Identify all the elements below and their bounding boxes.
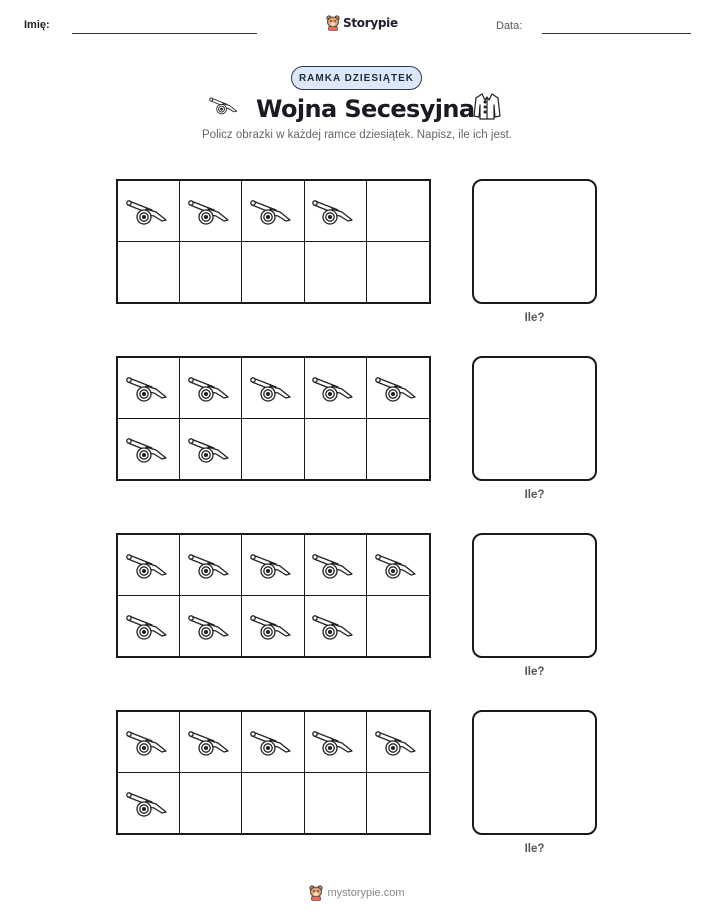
- ten-frame-cell: [180, 358, 242, 419]
- ten-frame-cell: [118, 596, 180, 657]
- ten-frame-cell: [367, 712, 429, 773]
- answer-label: Ile?: [524, 666, 545, 678]
- cannon-icon: [126, 195, 172, 227]
- cannon-icon: [312, 726, 358, 758]
- ten-frame-cell: [305, 535, 367, 596]
- worksheet-type-badge: RAMKA DZIESIĄTEK: [291, 66, 422, 90]
- ten-frame-cell: [367, 181, 429, 242]
- date-field-line[interactable]: [542, 33, 691, 34]
- answer-box[interactable]: [472, 356, 597, 481]
- cannon-icon: [250, 610, 296, 642]
- cannon-icon: [312, 195, 358, 227]
- ten-frame-cell: [118, 419, 180, 480]
- cannon-icon: [188, 610, 234, 642]
- cannon-icon: [312, 372, 358, 404]
- cannon-icon: [126, 433, 172, 465]
- ten-frame-cell: [242, 419, 304, 480]
- answer-box[interactable]: [472, 533, 597, 658]
- answer-label: Ile?: [524, 843, 545, 855]
- cannon-icon: [250, 726, 296, 758]
- cannon-icon: [126, 610, 172, 642]
- ten-frame-cell: [305, 773, 367, 834]
- ten-frame-cell: [242, 358, 304, 419]
- ten-frame-cell: [367, 596, 429, 657]
- uniform-coat-icon: [472, 91, 502, 121]
- ten-frame-cell: [180, 712, 242, 773]
- date-label: Data:: [496, 20, 523, 32]
- ten-frame: [116, 533, 431, 658]
- ten-frame-cell: [242, 181, 304, 242]
- cannon-icon: [188, 726, 234, 758]
- ten-frame-cell: [305, 596, 367, 657]
- ten-frame-cell: [180, 419, 242, 480]
- cannon-icon: [312, 549, 358, 581]
- ten-frame-cell: [118, 358, 180, 419]
- ten-frame-cell: [367, 773, 429, 834]
- cannon-icon: [208, 94, 242, 116]
- ten-frame-cell: [242, 773, 304, 834]
- ten-frame-cell: [242, 242, 304, 303]
- ten-frame: [116, 179, 431, 304]
- ten-frame-cell: [180, 242, 242, 303]
- ten-frame-cell: [180, 181, 242, 242]
- answer-box[interactable]: [472, 710, 597, 835]
- ten-frame-cell: [305, 419, 367, 480]
- ten-frame-cell: [367, 419, 429, 480]
- ten-frame-cell: [118, 535, 180, 596]
- bear-mascot-icon: [309, 885, 323, 901]
- ten-frame-cell: [367, 242, 429, 303]
- ten-frame-cell: [118, 712, 180, 773]
- bear-mascot-icon: [326, 15, 340, 31]
- ten-frame-cell: [118, 181, 180, 242]
- cannon-icon: [250, 372, 296, 404]
- cannon-icon: [312, 610, 358, 642]
- answer-label: Ile?: [524, 312, 545, 324]
- cannon-icon: [126, 549, 172, 581]
- cannon-icon: [126, 787, 172, 819]
- footer-url: mystorypie.com: [327, 887, 405, 899]
- ten-frame-cell: [180, 773, 242, 834]
- ten-frame-cell: [118, 242, 180, 303]
- ten-frame-cell: [180, 596, 242, 657]
- ten-frame-cell: [367, 535, 429, 596]
- ten-frame-cell: [305, 712, 367, 773]
- ten-frame-cell: [305, 242, 367, 303]
- ten-frame-cell: [305, 358, 367, 419]
- name-field-line[interactable]: [72, 33, 257, 34]
- cannon-icon: [126, 372, 172, 404]
- cannon-icon: [250, 549, 296, 581]
- cannon-icon: [188, 372, 234, 404]
- cannon-icon: [375, 726, 421, 758]
- ten-frame-cell: [242, 596, 304, 657]
- name-label: Imię:: [24, 19, 50, 31]
- cannon-icon: [250, 195, 296, 227]
- ten-frame: [116, 710, 431, 835]
- answer-box[interactable]: [472, 179, 597, 304]
- brand-name: Storypie: [343, 16, 398, 30]
- brand-logo: [326, 14, 398, 32]
- cannon-icon: [375, 549, 421, 581]
- ten-frame-cell: [367, 358, 429, 419]
- ten-frame-cell: [118, 773, 180, 834]
- ten-frame-cell: [242, 712, 304, 773]
- instructions: Policz obrazki w każdej ramce dziesiątek. Napisz, ile ich jest.: [202, 129, 512, 141]
- ten-frame-cell: [180, 535, 242, 596]
- ten-frame-cell: [305, 181, 367, 242]
- cannon-icon: [126, 726, 172, 758]
- ten-frame: [116, 356, 431, 481]
- page-title: Wojna Secesyjna: [256, 95, 475, 123]
- footer: [0, 885, 714, 901]
- cannon-icon: [375, 372, 421, 404]
- answer-label: Ile?: [524, 489, 545, 501]
- cannon-icon: [188, 433, 234, 465]
- cannon-icon: [188, 195, 234, 227]
- cannon-icon: [188, 549, 234, 581]
- ten-frame-cell: [242, 535, 304, 596]
